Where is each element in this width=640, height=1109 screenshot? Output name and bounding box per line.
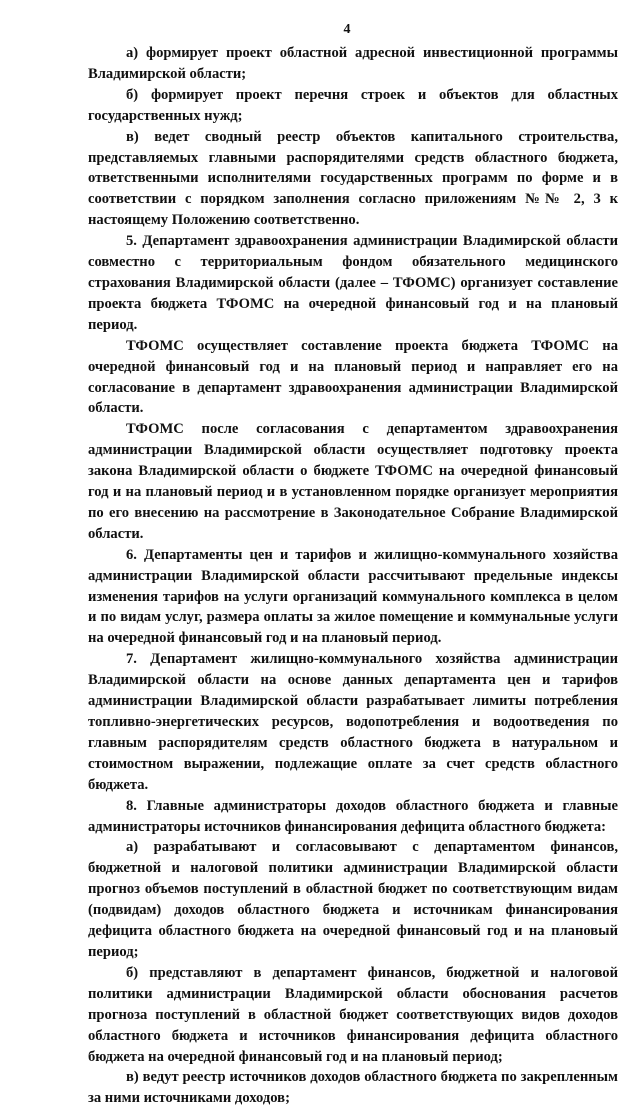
paragraph-6: 6. Департаменты цен и тарифов и жилищно-коммунального хозяйства администрации Владимирской области рассчитывают предельные индексы изменения тарифов на услуги организаций коммунального комплекса в целом и по видам услуг, размера оплаты за жилое помещение и коммунальные услуги на очередной финансовый год и на плановый период. bbox=[88, 546, 618, 647]
document-body bbox=[88, 43, 618, 1109]
paragraph-4c: в) ведет сводный реестр объектов капитального строительства, представляемых главными распорядителями средств областного бюджета, ответственными исполнителями государственных программ по форме и в соответствии с порядком заполнения согласно приложениям №№ 2, 3 к настоящему Положению соответственно. bbox=[88, 128, 618, 229]
paragraph-8: 8. Главные администраторы доходов областного бюджета и главные администраторы источников финансирования дефицита областного бюджета: bbox=[88, 797, 618, 835]
paragraph-8a: а) разрабатывают и согласовывают с департаментом финансов, бюджетной и налоговой политики администрации Владимирской области прогноз объемов поступлений в областной бюджет по соответствующим видам (подвидам) доходов областного бюджета и источникам финансирования дефицита областного бюджета на очередной финансовый год и на плановый период; bbox=[88, 839, 618, 960]
paragraph-7: 7. Департамент жилищно-коммунального хозяйства администрации Владимирской области на основе данных департамента цен и тарифов администрации Владимирской области разрабатывает лимиты потребления топливно-энергетических ресурсов, водопотребления и водоотведения по главным распорядителям средств областного бюджета в натуральном и стоимостном выражении, подлежащие оплате за счет средств областного бюджета. bbox=[88, 651, 618, 793]
paragraph-4b: б) формирует проект перечня строек и объектов для областных государственных нужд; bbox=[88, 86, 618, 124]
paragraph-4a: а) формирует проект областной адресной инвестиционной программы Владимирской области; bbox=[88, 45, 618, 82]
paragraph-5-tfoms-law: ТФОМС после согласования с департаментом здравоохранения администрации Владимирской области осуществляет подготовку проекта закона Владимирской области о бюджете ТФОМС на очередной финансовый год и на плановый период и в установленном порядке организует мероприятия по его внесению на рассмотрение в Законодательное Собрание Владимирской области. bbox=[88, 421, 618, 542]
paragraph-5-tfoms-drafting: ТФОМС осуществляет составление проекта бюджета ТФОМС на очередной финансовый год и на плановый период и направляет его на согласование в департамент здравоохранения администрации Владимирской области. bbox=[88, 337, 618, 417]
paragraph-8c: в) ведут реестр источников доходов областного бюджета по закрепленным за ними источниками доходов; bbox=[88, 1069, 618, 1107]
paragraph-8b: б) представляют в департамент финансов, бюджетной и налоговой политики администрации Владимирской области обоснования расчетов прогноза поступлений в областной бюджет соответствующих видов доходов областного бюджета и источников финансирования дефицита областного бюджета на очередной финансовый год и на плановый период; bbox=[88, 964, 618, 1065]
page-number: 4 bbox=[343, 22, 351, 37]
paragraph-5: 5. Департамент здравоохранения администрации Владимирской области совместно с территориальным фондом обязательного медицинского страхования Владимирской области (далее – ТФОМС) организует составление проекта бюджета ТФОМС на очередной финансовый год и на плановый период. bbox=[88, 233, 618, 333]
